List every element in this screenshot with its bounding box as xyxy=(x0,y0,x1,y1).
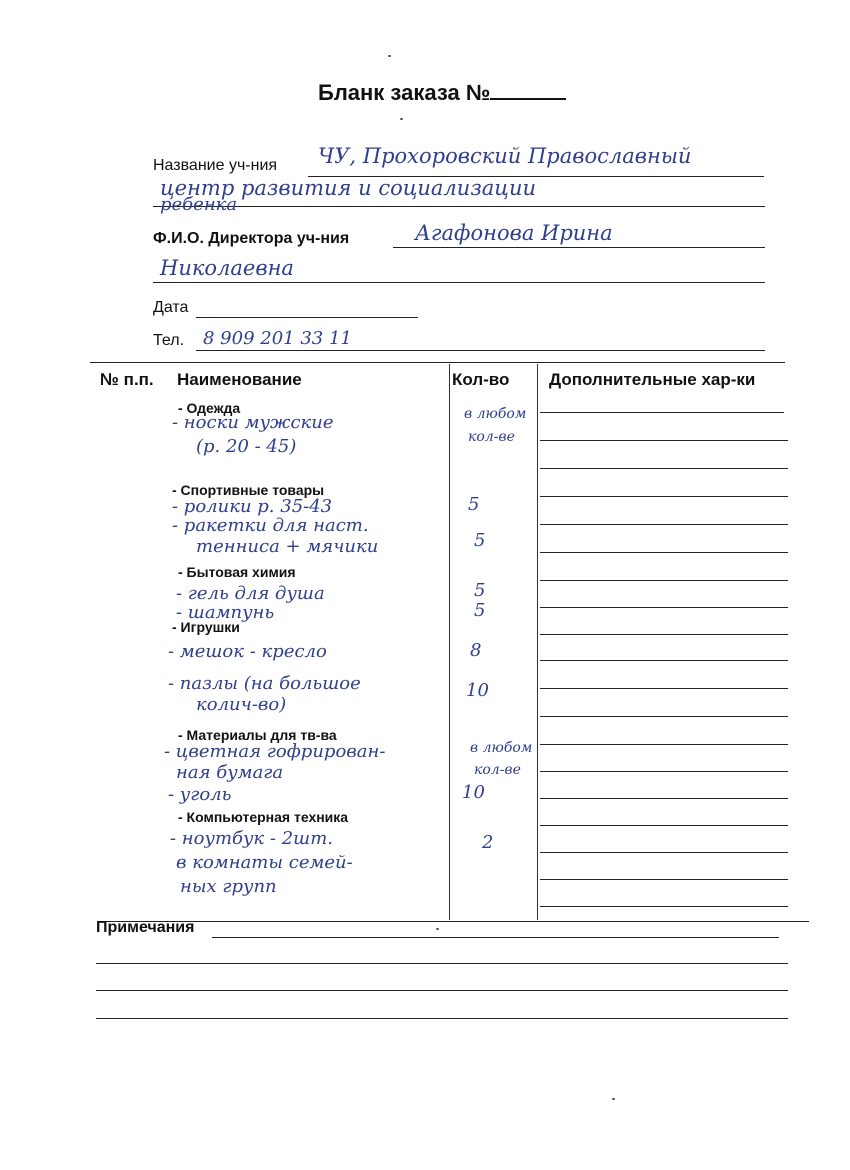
extra-line xyxy=(540,524,788,525)
order-number-field[interactable] xyxy=(490,78,566,100)
item-name[interactable]: - уголь xyxy=(168,784,232,805)
item-name[interactable]: ных групп xyxy=(180,876,277,897)
item-name[interactable]: - гель для душа xyxy=(176,583,325,604)
institution-label: Название уч-ния xyxy=(153,157,278,174)
item-name[interactable]: - носки мужские xyxy=(172,412,334,433)
extra-line xyxy=(540,468,788,469)
phone-value[interactable]: 8 909 201 33 11 xyxy=(203,328,352,349)
director-line-1 xyxy=(393,247,765,248)
category-sports: - Спортивные товары xyxy=(172,482,325,498)
extra-line xyxy=(540,906,788,907)
institution-value-line-1[interactable]: ЧУ, Прохоровский Православный xyxy=(318,144,692,168)
item-qty[interactable]: 5 xyxy=(468,494,480,515)
extra-line xyxy=(540,634,788,635)
phone-line xyxy=(196,350,765,351)
extra-line xyxy=(540,607,788,608)
scan-speck xyxy=(436,928,439,930)
extra-line xyxy=(540,852,788,853)
director-label: Ф.И.О. Директора уч-ния xyxy=(153,230,350,247)
notes-line-2[interactable] xyxy=(96,963,788,964)
extra-line xyxy=(540,744,788,745)
form-title-text: Бланк заказа № xyxy=(318,80,491,105)
form-title xyxy=(318,78,566,106)
extra-line xyxy=(540,552,788,553)
item-name[interactable]: - ноутбук - 2шт. xyxy=(170,828,334,849)
item-qty[interactable]: 2 xyxy=(482,832,494,853)
notes-line-3[interactable] xyxy=(96,990,788,991)
item-qty[interactable]: 5 xyxy=(474,580,486,601)
item-name[interactable]: - шампунь xyxy=(176,602,275,623)
extra-line xyxy=(540,440,788,441)
item-name[interactable]: ная бумага xyxy=(176,762,284,783)
category-computer-equipment: - Компьютерная техника xyxy=(178,809,349,825)
header-name: Наименование xyxy=(177,370,302,389)
institution-line-2 xyxy=(153,206,765,207)
table-top-border xyxy=(90,362,785,363)
category-toys: - Игрушки xyxy=(172,619,240,635)
director-line-2 xyxy=(153,282,765,283)
extra-line xyxy=(540,716,788,717)
item-name[interactable]: - ролики р. 35-43 xyxy=(172,496,333,517)
date-field[interactable] xyxy=(196,317,418,318)
extra-line xyxy=(540,688,788,689)
table-divider-name-qty xyxy=(449,364,450,920)
extra-line xyxy=(540,496,788,497)
director-value-line-2[interactable]: Николаевна xyxy=(160,256,294,280)
extra-line xyxy=(540,412,784,413)
item-name[interactable]: - пазлы (на большое xyxy=(168,673,361,694)
extra-line xyxy=(540,879,788,880)
notes-line-4[interactable] xyxy=(96,1018,788,1019)
item-name[interactable]: колич-во) xyxy=(196,694,287,715)
institution-value-line-3[interactable]: ребенка xyxy=(160,194,238,215)
header-qty: Кол-во xyxy=(452,370,510,389)
header-extra: Дополнительные хар-ки xyxy=(549,370,756,389)
item-qty[interactable]: в любом xyxy=(464,406,527,422)
scan-speck xyxy=(388,55,391,57)
category-clothing: - Одежда xyxy=(178,400,241,416)
item-qty[interactable]: в любом xyxy=(470,740,533,756)
notes-label: Примечания xyxy=(96,919,195,936)
director-value-line-1[interactable]: Агафонова Ирина xyxy=(415,221,613,245)
item-name[interactable]: - мешок - кресло xyxy=(168,641,327,662)
extra-line xyxy=(540,798,788,799)
table-divider-qty-extra xyxy=(537,364,538,920)
extra-line xyxy=(540,580,788,581)
item-qty[interactable]: 10 xyxy=(462,782,485,803)
item-name[interactable]: (р. 20 - 45) xyxy=(196,436,297,457)
extra-line xyxy=(540,825,788,826)
item-name[interactable]: тенниса + мячики xyxy=(196,536,379,557)
extra-line xyxy=(540,660,788,661)
phone-label: Тел. xyxy=(153,332,185,349)
item-name[interactable]: в комнаты семей- xyxy=(176,852,353,873)
category-household-chemicals: - Бытовая химия xyxy=(178,564,296,580)
item-qty[interactable]: 8 xyxy=(470,640,482,661)
item-qty[interactable]: кол-ве xyxy=(468,429,515,445)
item-qty[interactable]: 10 xyxy=(466,680,489,701)
date-label: Дата xyxy=(153,299,189,316)
header-number: № п.п. xyxy=(100,370,154,389)
item-name[interactable]: - цветная гофрирован- xyxy=(164,741,386,762)
scan-speck xyxy=(612,1098,615,1100)
institution-value-line-2[interactable]: центр развития и социализации xyxy=(160,176,537,200)
notes-line-1[interactable] xyxy=(212,937,779,938)
item-qty[interactable]: кол-ве xyxy=(474,762,521,778)
item-name[interactable]: - ракетки для наст. xyxy=(172,515,369,536)
category-art-materials: - Материалы для тв-ва xyxy=(178,727,337,743)
table-bottom-border xyxy=(97,921,809,922)
item-qty[interactable]: 5 xyxy=(474,530,486,551)
scan-speck xyxy=(400,118,403,120)
extra-line xyxy=(540,771,788,772)
item-qty[interactable]: 5 xyxy=(474,600,486,621)
